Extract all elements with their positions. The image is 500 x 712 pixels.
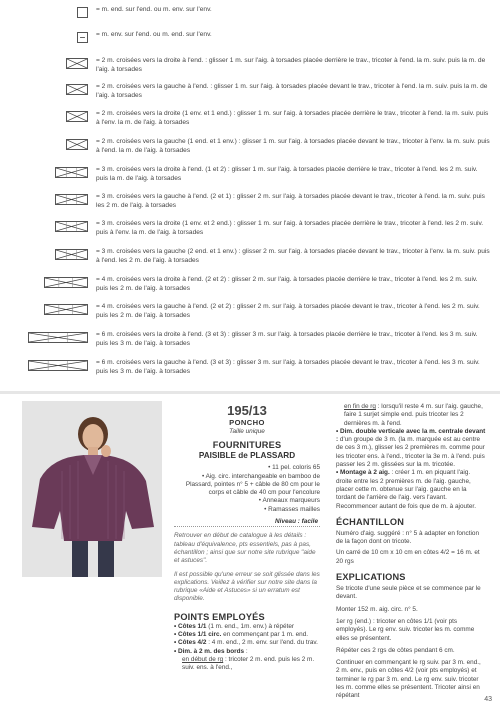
legend-text: = 3 m. croisées vers la droite (1 env. et 2 end.) : glisser 1 m. sur l'aig. à torsades placée derrière le trav., tricoter à l'end. les 2 m. suiv. puis à l'env. la m. de l'aig. à torsades [96,220,484,236]
explanation-paragraph: Monter 152 m. aig. circ. n° 5. [336,605,418,613]
legend-text: = 4 m. croisées vers la gauche à l'end. (2 et 2) : glisser 2 m. sur l'aig. à torsades placée devant le trav., tricoter à l'end. les 2 m. suiv. puis les 2 m. de l'aig. à torsades [96,303,480,319]
stitch-item-label: • Côtes 1/1 circ. [174,631,222,639]
stitch-symbol-icon [55,167,88,178]
stitch-symbol-icon [55,249,88,260]
explanations-text [336,585,486,701]
model-number: 195/13 [227,403,267,418]
supplies-column [174,403,320,673]
stitch-item-text: : 4 m. end., 2 m. env. sur l'end. du trav. [206,639,318,647]
legend-text: = 4 m. croisées vers la droite à l'end. (2 et 2) : glisser 2 m. sur l'aig. à torsades placée derrière le trav., tricoter à l'end. les 2 m. suiv. puis les 2 m. de l'aig. à torsades [96,276,478,292]
legend-text: = 3 m. croisées vers la gauche (2 end. et 1 env.) : glisser 2 m. sur l'aig. à torsades placée devant le trav., tricoter à l'env. la m. suiv. puis à l'end. les 2 m. de l'aig. à torsades [96,248,490,264]
stitch-item [174,648,320,656]
dim-end-text: : lorsqu'il reste 4 m. sur l'aig. gauche, faire 1 surjet simple end. puis tricoter les 2 dernières m. à l'end. [344,403,483,427]
stitch-symbol-icon [44,277,88,288]
supply-item: • Anneaux marqueurs [258,497,320,505]
cast-on-text: : créer 1 m. en piquant l'aig. droite entre les 2 premières m. de l'aig. gauche, placer cette m. obtenue sur l'aig. gauche en la tordant de l'arrière de l'aig. vers l'avant. Recommencer autant de fois que de m. à ajouter. [336,469,476,510]
stitch-item-text: : [244,647,248,655]
model-photo [22,401,162,577]
supply-item: • 11 pel. coloris 65 [268,464,320,472]
dim-start-text: : tricoter 2 m. end. puis les 2 m. suiv. ens. à l'end., [182,655,315,672]
stitch-list [174,623,320,656]
supplies-list [174,464,320,514]
legend-text: = 2 m. croisées vers la gauche à l'end. : glisser 1 m. sur l'aig. à torsades placée devant le trav., tricoter à l'end. la m. suiv. puis la m. de l'aig. à torsades [96,83,488,99]
stitch-symbol-icon [55,221,88,232]
section-divider [0,391,500,394]
supply-item: • Ramasses mailles [264,505,320,513]
stitch-symbol-icon [66,111,88,122]
cast-on [336,469,486,510]
legend-text: = 6 m. croisées vers la gauche à l'end. (3 et 3) : glisser 3 m. sur l'aig. à torsades placée devant le trav., tricoter à l'end. les 3 m. suiv. puis les 3 m. de l'aig. à torsades [96,359,480,375]
page-number: 43 [484,696,492,703]
stitch-symbol-icon [66,139,88,150]
legend-text: = 2 m. croisées vers la gauche (1 end. et 1 env.) : glisser 1 m. sur l'aig. à torsades placée devant le trav., tricoter à l'env. la m. suiv. puis à l'end. la m. de l'aig. à torsades [96,138,490,154]
level-label: Niveau : facile [275,518,318,526]
supplies-heading: FOURNITURES [212,440,282,451]
legend-text: = 3 m. croisées vers la droite à l'end. (1 et 2) : glisser 1 m. sur l'aig. à torsades placée derrière le trav., tricoter à l'end. les 2 m. suiv. puis la m. de l'aig. à torsades [96,166,478,182]
stitch-symbol-icon [66,84,88,95]
dim-end [336,403,486,428]
stitch-item-label: • Côtes 1/1 [174,622,207,630]
explanation-paragraph: Continuer en commençant le rg suiv. par 3 m. end., 2 m. env., puis en côtes 4/2 (voir pts employés) et terminer le rg par 3 m. end. Le rg env. suiv. tricoter les m. comme elles se présentent. Tricoter ainsi en répétant [336,659,481,700]
gauge-heading: ÉCHANTILLON [336,516,405,527]
cast-on-label: • Montage à 2 aig. [336,469,390,477]
explanations-heading: EXPLICATIONS [336,572,406,583]
stitch-symbol-icon [28,360,88,371]
double-decrease-label: • Dim. double verticale avec la m. centrale devant : [336,427,486,444]
double-decrease [336,428,486,469]
stitches-heading: POINTS EMPLOYÉS [174,611,265,622]
stitch-symbol-icon [28,332,88,343]
level-badge [174,518,320,527]
model-name: PONCHO [229,418,265,427]
gauge-needle: Numéro d'aig. suggéré : n° 5 à adapter en fonction de la façon dont on tricote. [336,529,480,546]
yarn-brand: PAISIBLE de PLASSARD [198,451,296,461]
dim-start [174,656,320,673]
stitch-symbol-icon [55,194,88,205]
explanation-paragraph: Répéter ces 2 rgs de côtes pendant 6 cm. [336,646,455,654]
catalog-note: Retrouver en début de catalogue à les détails : tableau d'équivalence, pts essentiels, pas à pas, échantillon ; ainsi que sur notre site rubrique "aide et astuces". [174,532,316,565]
stitch-item-label: • Côtes 4/2 [174,639,207,647]
legend-text: = m. end. sur l'end. ou m. env. sur l'env. [96,6,212,13]
stitch-symbol-icon [77,7,88,18]
stitch-item [174,639,320,647]
legend-text: = 2 m. croisées vers la droite à l'end. : glisser 1 m. sur l'aig. à torsades placée derrière le trav., tricoter à l'end. la m. suiv. puis la m. de l'aig. à torsades [96,57,486,73]
dim-end-label: en fin de rg [344,403,376,410]
legend-text: = m. env. sur l'end. ou m. end. sur l'env. [96,31,212,38]
stitch-item [174,631,320,639]
stitch-item-text: (1 m. end., 1m. env.) à répéter [206,622,295,630]
stitch-symbol-icon [66,58,88,69]
double-decrease-text: d'un groupe de 3 m. (la m. marquée est au centre de ces 3 m.), glisser les 2 premières m. comme pour les tricoter ens. à l'end., tricoter la 3e m. à l'end. puis passer les 2 m. glissées sur la m. tricotée. [336,436,485,469]
stitch-symbol-icon [44,304,88,315]
explanations-column [336,403,486,705]
legend-text: = 3 m. croisées vers la gauche à l'end. (2 et 1) : glisser 2 m. sur l'aig. à torsades placée devant le trav., tricoter à l'end. la m. suiv. puis les 2 m. de l'aig. à torsades [96,193,485,209]
stitch-item-text: en commençant par 1 m. end. [221,631,309,639]
explanation-paragraph: Se tricote d'une seule pièce et se commence par le devant. [336,585,481,601]
stitch-item [174,623,320,631]
erratum-note: Il est possible qu'une erreur se soit glissée dans les explications. Veillez à vérifier sur notre site dans la rubrique «Aide et Astuces» si un erratum est disponible. [174,570,320,603]
legend-text: = 2 m. croisées vers la droite (1 env. et 1 end.) : glisser 1 m. sur l'aig. à torsades placée derrière le trav., tricoter à l'end. la m. suiv. puis à l'env. la m. de l'aig. à torsades [96,110,489,126]
explanation-paragraph: 1er rg (end.) : tricoter en côtes 1/1 (voir pts employés). Le rg env. suiv. tricoter les m. comme elles se présentent. [336,617,475,642]
legend-text: = 6 m. croisées vers la droite à l'end. (3 et 3) : glisser 3 m. sur l'aig. à torsades placée derrière le trav., tricoter à l'end. les 3 m. suiv. puis les 3 m. de l'aig. à torsades [96,331,478,347]
stitch-item-label: • Dim. à 2 m. des bords [174,647,245,655]
supply-item: • Aig. circ. interchangeable en bamboo de Plassard, pointes n° 5 + câble de 80 cm pour le corps et câble de 40 cm pour l'encolure [185,472,320,497]
dim-start-label: en début de rg [182,655,224,663]
poncho-illustration [22,401,162,577]
stitch-symbol-icon [77,32,88,43]
gauge-square: Un carré de 10 cm x 10 cm en côtes 4/2 = 16 m. et 20 rgs [336,549,480,565]
model-size: Taille unique [229,428,265,435]
